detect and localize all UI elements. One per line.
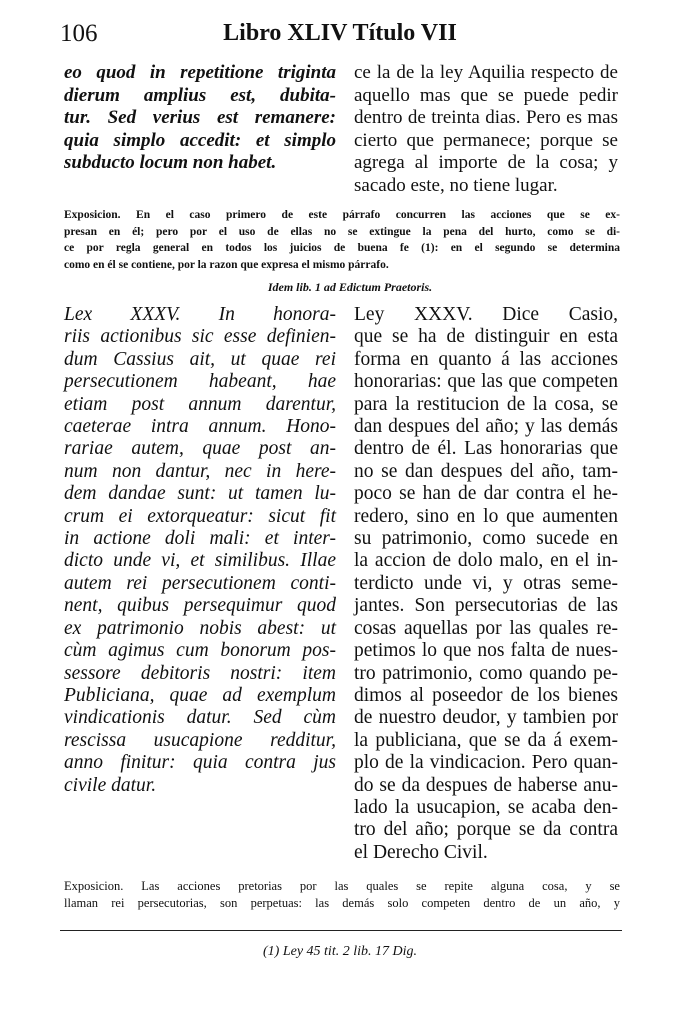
text-line: in actione doli mali: et inter- [64,528,336,550]
exposicion-note-2 [64,878,620,912]
text-line: lado la usucapion, se acaba den- [354,796,618,818]
text-line: dentro de treinta dias. Pero es mas [354,107,618,128]
text-line: el Derecho Civil. [354,841,488,863]
text-line: riis actionibus sic esse definien- [64,326,336,348]
note-line: ce por regla general en todos los juicios de buena fe (1): en el segundo se determina [64,242,620,254]
text-line: do se da despues de haberse anu- [354,774,618,796]
note-line: presan en él; pero por el uso de ellas no se extingue la pena del hurto, como se di- [64,225,620,238]
text-line: Ley XXXV. Dice Casio, [354,304,618,325]
text-line: rariae autem, quae post an- [64,438,336,460]
text-line: vindicationis datur. Sed cùm [64,707,336,729]
text-line: de nuestro deudor, y tambien por [354,707,618,729]
text-line: cosas aquellas por las quales re- [354,617,618,639]
footnote: (1) Ley 45 tit. 2 lib. 17 Dig. [263,944,417,959]
text-line: ce la de la ley Aquilia respecto de [354,62,618,83]
text-line: tro del año; porque se da contra [354,819,618,841]
text-line: ex patrimonio nobis abest: ut [64,617,336,639]
text-line: dan despues del año; y las demás [354,416,618,438]
ley-spanish-text [354,304,618,864]
text-line: cùm agimus cum bonorum pos- [64,640,336,662]
text-line: eo quod in repetitione triginta [64,62,336,83]
page-number: 106 [60,20,98,47]
text-line: que se ha de distinguir en esta [354,326,618,348]
text-line: quia simplo accedit: et simplo [64,129,336,151]
lex-latin-text [64,304,336,797]
text-line: Lex XXXV. In honora- [64,304,336,325]
text-line: dimos al poseedor de los bienes [354,684,618,706]
text-line: tro patrimonio, como quando pe- [354,662,618,684]
latin-text-top [64,62,336,175]
text-line: no se dan despues del año, tam- [354,460,618,482]
text-line: subducto locum non habet. [64,152,277,173]
text-line: sacado este, no tiene lugar. [354,174,558,196]
text-line: etiam post annum darentur, [64,393,336,415]
text-line: poco se han de dar contra el he- [354,483,618,505]
text-line: cierto que permanece; porque se [354,129,618,151]
text-line: dierum amplius est, dubita- [64,84,336,106]
text-line: plo de la vindicacion. Pero quan- [354,752,618,774]
text-line: nent, quibus persequimur quod [64,595,336,617]
text-line: petimos lo que nos falta de nues- [354,640,618,662]
footnote-rule [60,930,622,931]
text-line: num non dantur, nec in here- [64,460,336,482]
text-line: civile datur. [64,774,157,796]
note-line: llaman rei persecutorias, son perpetuas: las demás solo competen dentro de un año, y [64,896,620,910]
text-line: terdicto unde vi, y otras seme- [354,572,618,594]
text-line: caeterae intra annum. Hono- [64,416,336,438]
note-line: Exposicion. Las acciones pretorias por las quales se repite alguna cosa, y se [64,879,620,893]
text-line: crum ei extorqueatur: sicut fit [64,505,336,527]
running-title: Libro XLIV Título VII [223,20,457,46]
text-line: aquello mas que se puede pedir [354,84,618,106]
text-line: la publiciana, que se da á exem- [354,729,618,751]
source-citation: Idem lib. 1 ad Edictum Praetoris. [267,280,433,294]
text-line: dum Cassius ait, ut quae rei [64,348,336,370]
text-line: dicto unde vi, et similibus. Illae [64,550,336,572]
text-line: sessore debitoris nostri: item [64,662,336,684]
text-line: tur. Sed verius est remanere: [64,107,336,128]
text-line: dem dandae sunt: ut tamen lu- [64,483,336,505]
text-line: para la restitucion de la cosa, se [354,393,618,415]
exposicion-note-1 [64,207,620,273]
text-line: dentro de él. Las honorarias que [354,438,618,460]
text-line: autem rei persecutionem conti- [64,572,336,594]
text-line: forma en quanto á las acciones [354,348,618,370]
text-line: agrega al importe de la cosa; y [354,152,618,173]
note-line: Exposicion. En el caso primero de este párrafo concurren las acciones que se ex- [64,209,620,221]
text-line: honorarias: que las que competen [354,371,618,393]
page-header [60,20,620,54]
text-line: redero, sino en lo que aumenten [354,505,618,527]
spanish-text-top [354,62,618,197]
text-line: la accion de dolo malo, en el in- [354,550,618,572]
text-line: rescissa usucapione redditur, [64,729,336,751]
text-line: anno finitur: quia contra jus [64,752,336,774]
text-line: Publiciana, quae ad exemplum [64,684,336,706]
note-line: como en él se contiene, por la razon que expresa el mismo párrafo. [64,258,389,271]
text-line: su patrimonio, como sucede en [354,528,618,550]
text-line: persecutionem habeant, hae [64,371,336,393]
text-line: jantes. Son persecutorias de las [354,595,618,617]
